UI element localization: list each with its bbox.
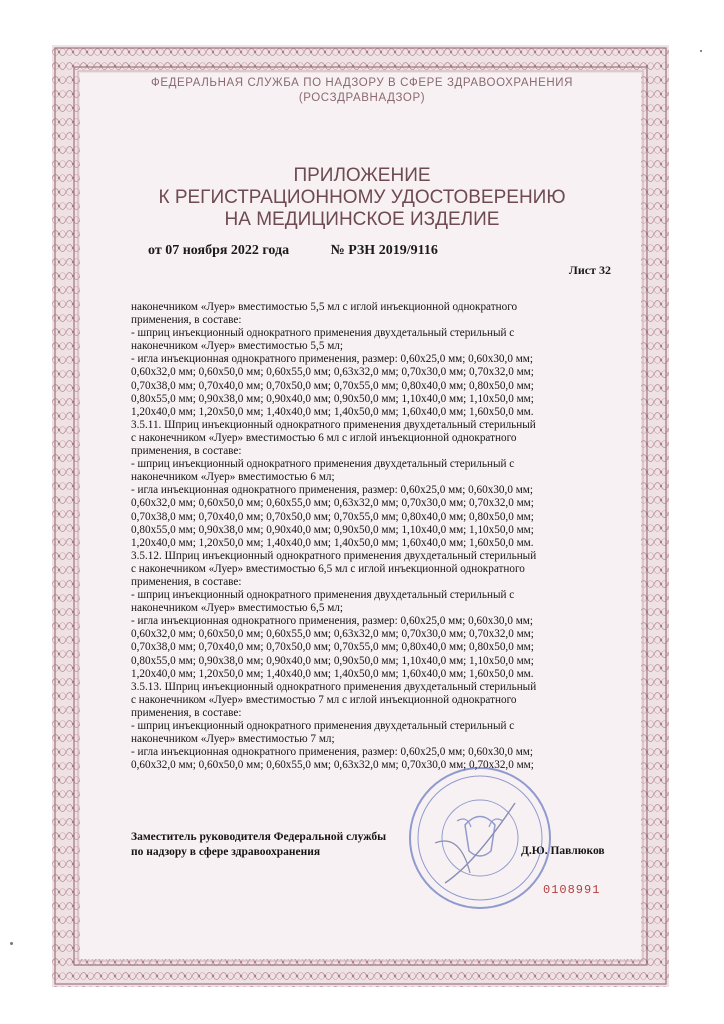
heading-line: НА МЕДИЦИНСКОЕ ИЗДЕЛИЕ bbox=[224, 209, 500, 230]
body-line: - игла инъекционная однократного применения, размер: 0,60x25,0 мм; 0,60x30,0 мм; bbox=[131, 615, 533, 628]
date-and-number bbox=[148, 243, 438, 259]
registration-number: № РЗН 2019/9116 bbox=[330, 243, 438, 258]
body-line: - шприц инъекционный однократного применения двухдетальный стерильный с bbox=[131, 327, 515, 340]
position-line: Заместитель руководителя Федеральной службы bbox=[131, 831, 387, 843]
body-line: 0,70x38,0 мм; 0,70x40,0 мм; 0,70x50,0 мм; 0,70x55,0 мм; 0,80x40,0 мм; 0,80x50,0 мм; bbox=[131, 379, 534, 392]
body-line: - игла инъекционная однократного применения, размер: 0,60x25,0 мм; 0,60x30,0 мм; bbox=[131, 484, 533, 497]
body-line: 3.5.11. Шприц инъекционный однократного применения двухдетальный стерильный bbox=[131, 418, 536, 431]
body-line: - игла инъекционная однократного применения, размер: 0,60x25,0 мм; 0,60x30,0 мм; bbox=[131, 746, 533, 759]
body-line: - шприц инъекционный однократного применения двухдетальный стерильный с bbox=[131, 720, 515, 732]
signatory-name: Д.Ю. Павлюков bbox=[521, 845, 605, 857]
body-line: 3.5.13. Шприц инъекционный однократного применения двухдетальный стерильный bbox=[131, 680, 537, 693]
body-line: с наконечником «Луер» вместимостью 6 мл с иглой инъекционной однократного bbox=[131, 431, 517, 444]
body-line: применения, в составе: bbox=[131, 575, 242, 588]
serial-number: 0108991 bbox=[543, 883, 601, 897]
body-line: 0,80x55,0 мм; 0,90x38,0 мм; 0,90x40,0 мм; 0,90x50,0 мм; 1,10x40,0 мм; 1,10x50,0 мм; bbox=[131, 654, 534, 667]
body-line: - шприц инъекционный однократного применения двухдетальный стерильный с bbox=[131, 458, 515, 471]
body-line: наконечником «Луер» вместимостью 7 мл; bbox=[131, 733, 335, 746]
body-line: наконечником «Луер» вместимостью 6,5 мл; bbox=[131, 602, 343, 615]
heading-line: К РЕГИСТРАЦИОННОМУ УДОСТОВЕРЕНИЮ bbox=[158, 187, 566, 208]
position-line: по надзору в сфере здравоохранения bbox=[131, 846, 321, 858]
body-line: - игла инъекционная однократного применения, размер: 0,60x25,0 мм; 0,60x30,0 мм; bbox=[131, 353, 533, 366]
body-line: с наконечником «Луер» вместимостью 6,5 мл с иглой инъекционной однократного bbox=[131, 562, 525, 575]
scan-speck bbox=[10, 942, 13, 945]
scan-speck bbox=[700, 50, 702, 52]
body-line: 0,80x55,0 мм; 0,90x38,0 мм; 0,90x40,0 мм; 0,90x50,0 мм; 1,10x40,0 мм; 1,10x50,0 мм; bbox=[131, 392, 534, 405]
body-line: применения, в составе: bbox=[131, 445, 242, 458]
body-line: - шприц инъекционный однократного применения двухдетальный стерильный с bbox=[131, 589, 515, 602]
body-line: 1,20x40,0 мм; 1,20x50,0 мм; 1,40x40,0 мм; 1,40x50,0 мм; 1,60x40,0 мм; 1,60x50,0 мм. bbox=[131, 667, 534, 680]
agency-name bbox=[0, 76, 724, 106]
issue-date: от 07 ноября 2022 года bbox=[148, 243, 290, 258]
body-line: 0,60x32,0 мм; 0,60x50,0 мм; 0,60x55,0 мм; 0,63x32,0 мм; 0,70x30,0 мм; 0,70x32,0 мм; bbox=[131, 628, 534, 641]
body-line: 3.5.12. Шприц инъекционный однократного применения двухдетальный стерильный bbox=[131, 549, 537, 562]
body-text bbox=[131, 301, 598, 772]
body-line: 0,70x38,0 мм; 0,70x40,0 мм; 0,70x50,0 мм; 0,70x55,0 мм; 0,80x40,0 мм; 0,80x50,0 мм; bbox=[131, 510, 534, 523]
body-line: 0,80x55,0 мм; 0,90x38,0 мм; 0,90x40,0 мм; 0,90x50,0 мм; 1,10x40,0 мм; 1,10x50,0 мм; bbox=[131, 523, 534, 536]
body-line: применения, в составе: bbox=[131, 706, 242, 719]
body-line: 0,60x32,0 мм; 0,60x50,0 мм; 0,60x55,0 мм; 0,63x32,0 мм; 0,70x30,0 мм; 0,70x32,0 мм; bbox=[131, 497, 534, 510]
document-heading bbox=[0, 165, 724, 231]
heading-line: ПРИЛОЖЕНИЕ bbox=[293, 165, 431, 186]
body-line: 1,20x40,0 мм; 1,20x50,0 мм; 1,40x40,0 мм; 1,40x50,0 мм; 1,60x40,0 мм; 1,60x50,0 мм. bbox=[131, 536, 534, 549]
body-line: наконечником «Луер» вместимостью 5,5 мл с иглой инъекционной однократного bbox=[131, 301, 518, 313]
agency-line: ФЕДЕРАЛЬНАЯ СЛУЖБА ПО НАДЗОРУ В СФЕРЕ ЗДРАВООХРАНЕНИЯ bbox=[150, 77, 574, 89]
body-line: 0,60x32,0 мм; 0,60x50,0 мм; 0,60x55,0 мм; 0,63x32,0 мм; 0,70x30,0 мм; 0,70x32,0 мм; bbox=[131, 759, 534, 772]
body-line: 0,70x38,0 мм; 0,70x40,0 мм; 0,70x50,0 мм; 0,70x55,0 мм; 0,80x40,0 мм; 0,80x50,0 мм; bbox=[131, 641, 534, 654]
body-line: применения, в составе: bbox=[131, 314, 242, 327]
official-seal-stamp bbox=[405, 763, 555, 913]
agency-abbrev: (РОСЗДРАВНАДЗОР) bbox=[298, 92, 426, 104]
body-line: 0,60x32,0 мм; 0,60x50,0 мм; 0,60x55,0 мм; 0,63x32,0 мм; 0,70x30,0 мм; 0,70x32,0 мм; bbox=[131, 366, 534, 379]
sheet-number: Лист 32 bbox=[568, 263, 611, 277]
body-line: с наконечником «Луер» вместимостью 7 мл с иглой инъекционной однократного bbox=[131, 693, 517, 706]
body-line: 1,20x40,0 мм; 1,20x50,0 мм; 1,40x40,0 мм; 1,40x50,0 мм; 1,60x40,0 мм; 1,60x50,0 мм. bbox=[131, 405, 534, 418]
body-line: наконечником «Луер» вместимостью 5,5 мл; bbox=[131, 340, 343, 353]
body-line: наконечником «Луер» вместимостью 6 мл; bbox=[131, 471, 335, 484]
signatory-position bbox=[131, 830, 386, 860]
